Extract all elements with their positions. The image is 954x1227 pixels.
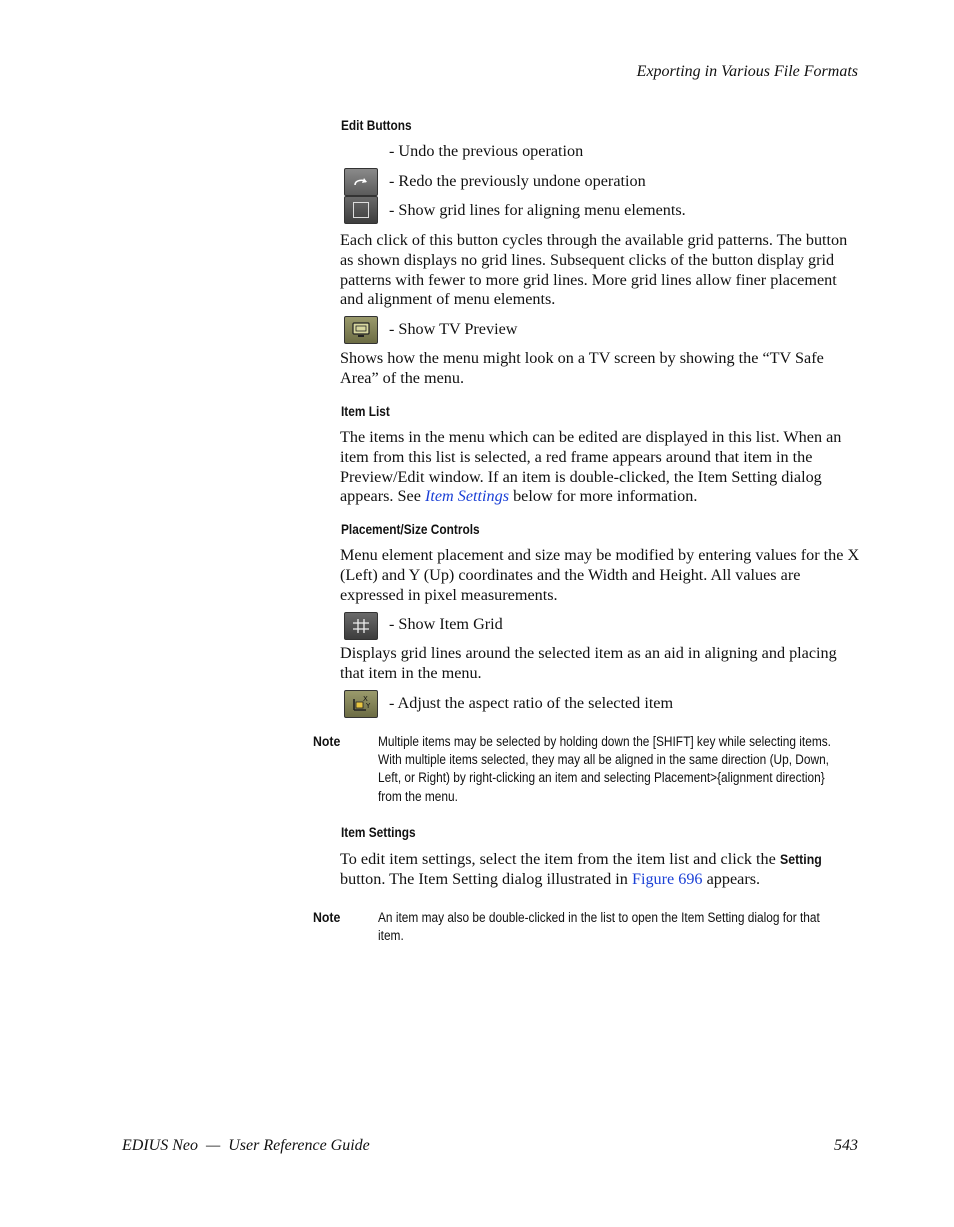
tv-preview-description: - Show TV Preview xyxy=(389,320,518,338)
item-settings-text-before: To edit item settings, select the item from the item list and click the xyxy=(340,850,780,868)
svg-text:Y: Y xyxy=(366,702,371,710)
svg-text:X: X xyxy=(363,695,368,703)
undo-description: - Undo the previous operation xyxy=(389,142,584,160)
note-label: Note xyxy=(313,909,341,925)
section-heading-item-settings: Item Settings xyxy=(341,825,416,840)
grid-lines-paragraph: Each click of this button cycles through the available grid patterns. The button as shown displays no grid lines. Subsequent clicks of the button display grid patterns with fewer to more grid lines. More grid lines allow finer placement and alignment of menu elements. xyxy=(340,231,848,309)
item-list-text-after: below for more information. xyxy=(509,487,698,506)
grid-lines-icon xyxy=(344,196,378,224)
note-text-double-click: An item may also be double-clicked in the list to open the Item Setting dialog for that item. xyxy=(378,910,820,944)
aspect-ratio-icon xyxy=(344,690,378,718)
footer-guide-title: EDIUS Neo — User Reference Guide xyxy=(122,1137,370,1154)
section-heading-placement: Placement/Size Controls xyxy=(341,522,480,537)
item-settings-link[interactable]: Item Settings xyxy=(424,487,510,506)
grid-lines-description: - Show grid lines for aligning menu elements. xyxy=(389,201,686,219)
running-header: Exporting in Various File Formats xyxy=(636,63,858,80)
item-settings-paragraph xyxy=(340,850,860,890)
item-settings-text-after: appears. xyxy=(702,869,761,888)
item-list-paragraph xyxy=(340,428,860,507)
tv-preview-paragraph: Shows how the menu might look on a TV screen by showing the “TV Safe Area” of the menu. xyxy=(340,349,824,387)
note-label: Note xyxy=(313,733,341,749)
page-number: 543 xyxy=(834,1137,858,1154)
item-settings-text-mid: button. The Item Setting dialog illustrated in xyxy=(340,869,632,888)
figure-696-link[interactable]: Figure 696 xyxy=(631,869,703,888)
tv-preview-icon xyxy=(344,316,378,344)
item-grid-paragraph: Displays grid lines around the selected item as an aid in aligning and placing that item in the menu. xyxy=(340,644,837,682)
item-list-text-before: The items in the menu which can be edited are displayed in this list. When an item from this list is selected, a red frame appears around that item in the Preview/Edit window. If an item is double-clicked, the Item Setting dialog appears. See xyxy=(340,428,842,506)
note-text-multiple-items: Multiple items may be selected by holding down the [SHIFT] key while selecting items. With multiple items selected, they may all be aligned in the same direction (Up, Down, Left, or Right) by right-clicking an item and selecting Placement>{alignment direction} from the menu. xyxy=(378,734,831,804)
redo-description: - Redo the previously undone operation xyxy=(389,172,646,190)
item-grid-icon xyxy=(344,612,378,640)
aspect-ratio-description: - Adjust the aspect ratio of the selected item xyxy=(389,694,674,712)
item-grid-description: - Show Item Grid xyxy=(389,615,503,633)
section-heading-item-list: Item List xyxy=(341,404,390,419)
placement-paragraph: Menu element placement and size may be modified by entering values for the X (Left) and Y (Up) coordinates and the Width and Height. All values are expressed in pixel measurements. xyxy=(340,546,860,604)
setting-button-label: Setting xyxy=(779,851,822,867)
section-heading-edit-buttons: Edit Buttons xyxy=(341,118,412,133)
redo-icon xyxy=(344,168,378,196)
